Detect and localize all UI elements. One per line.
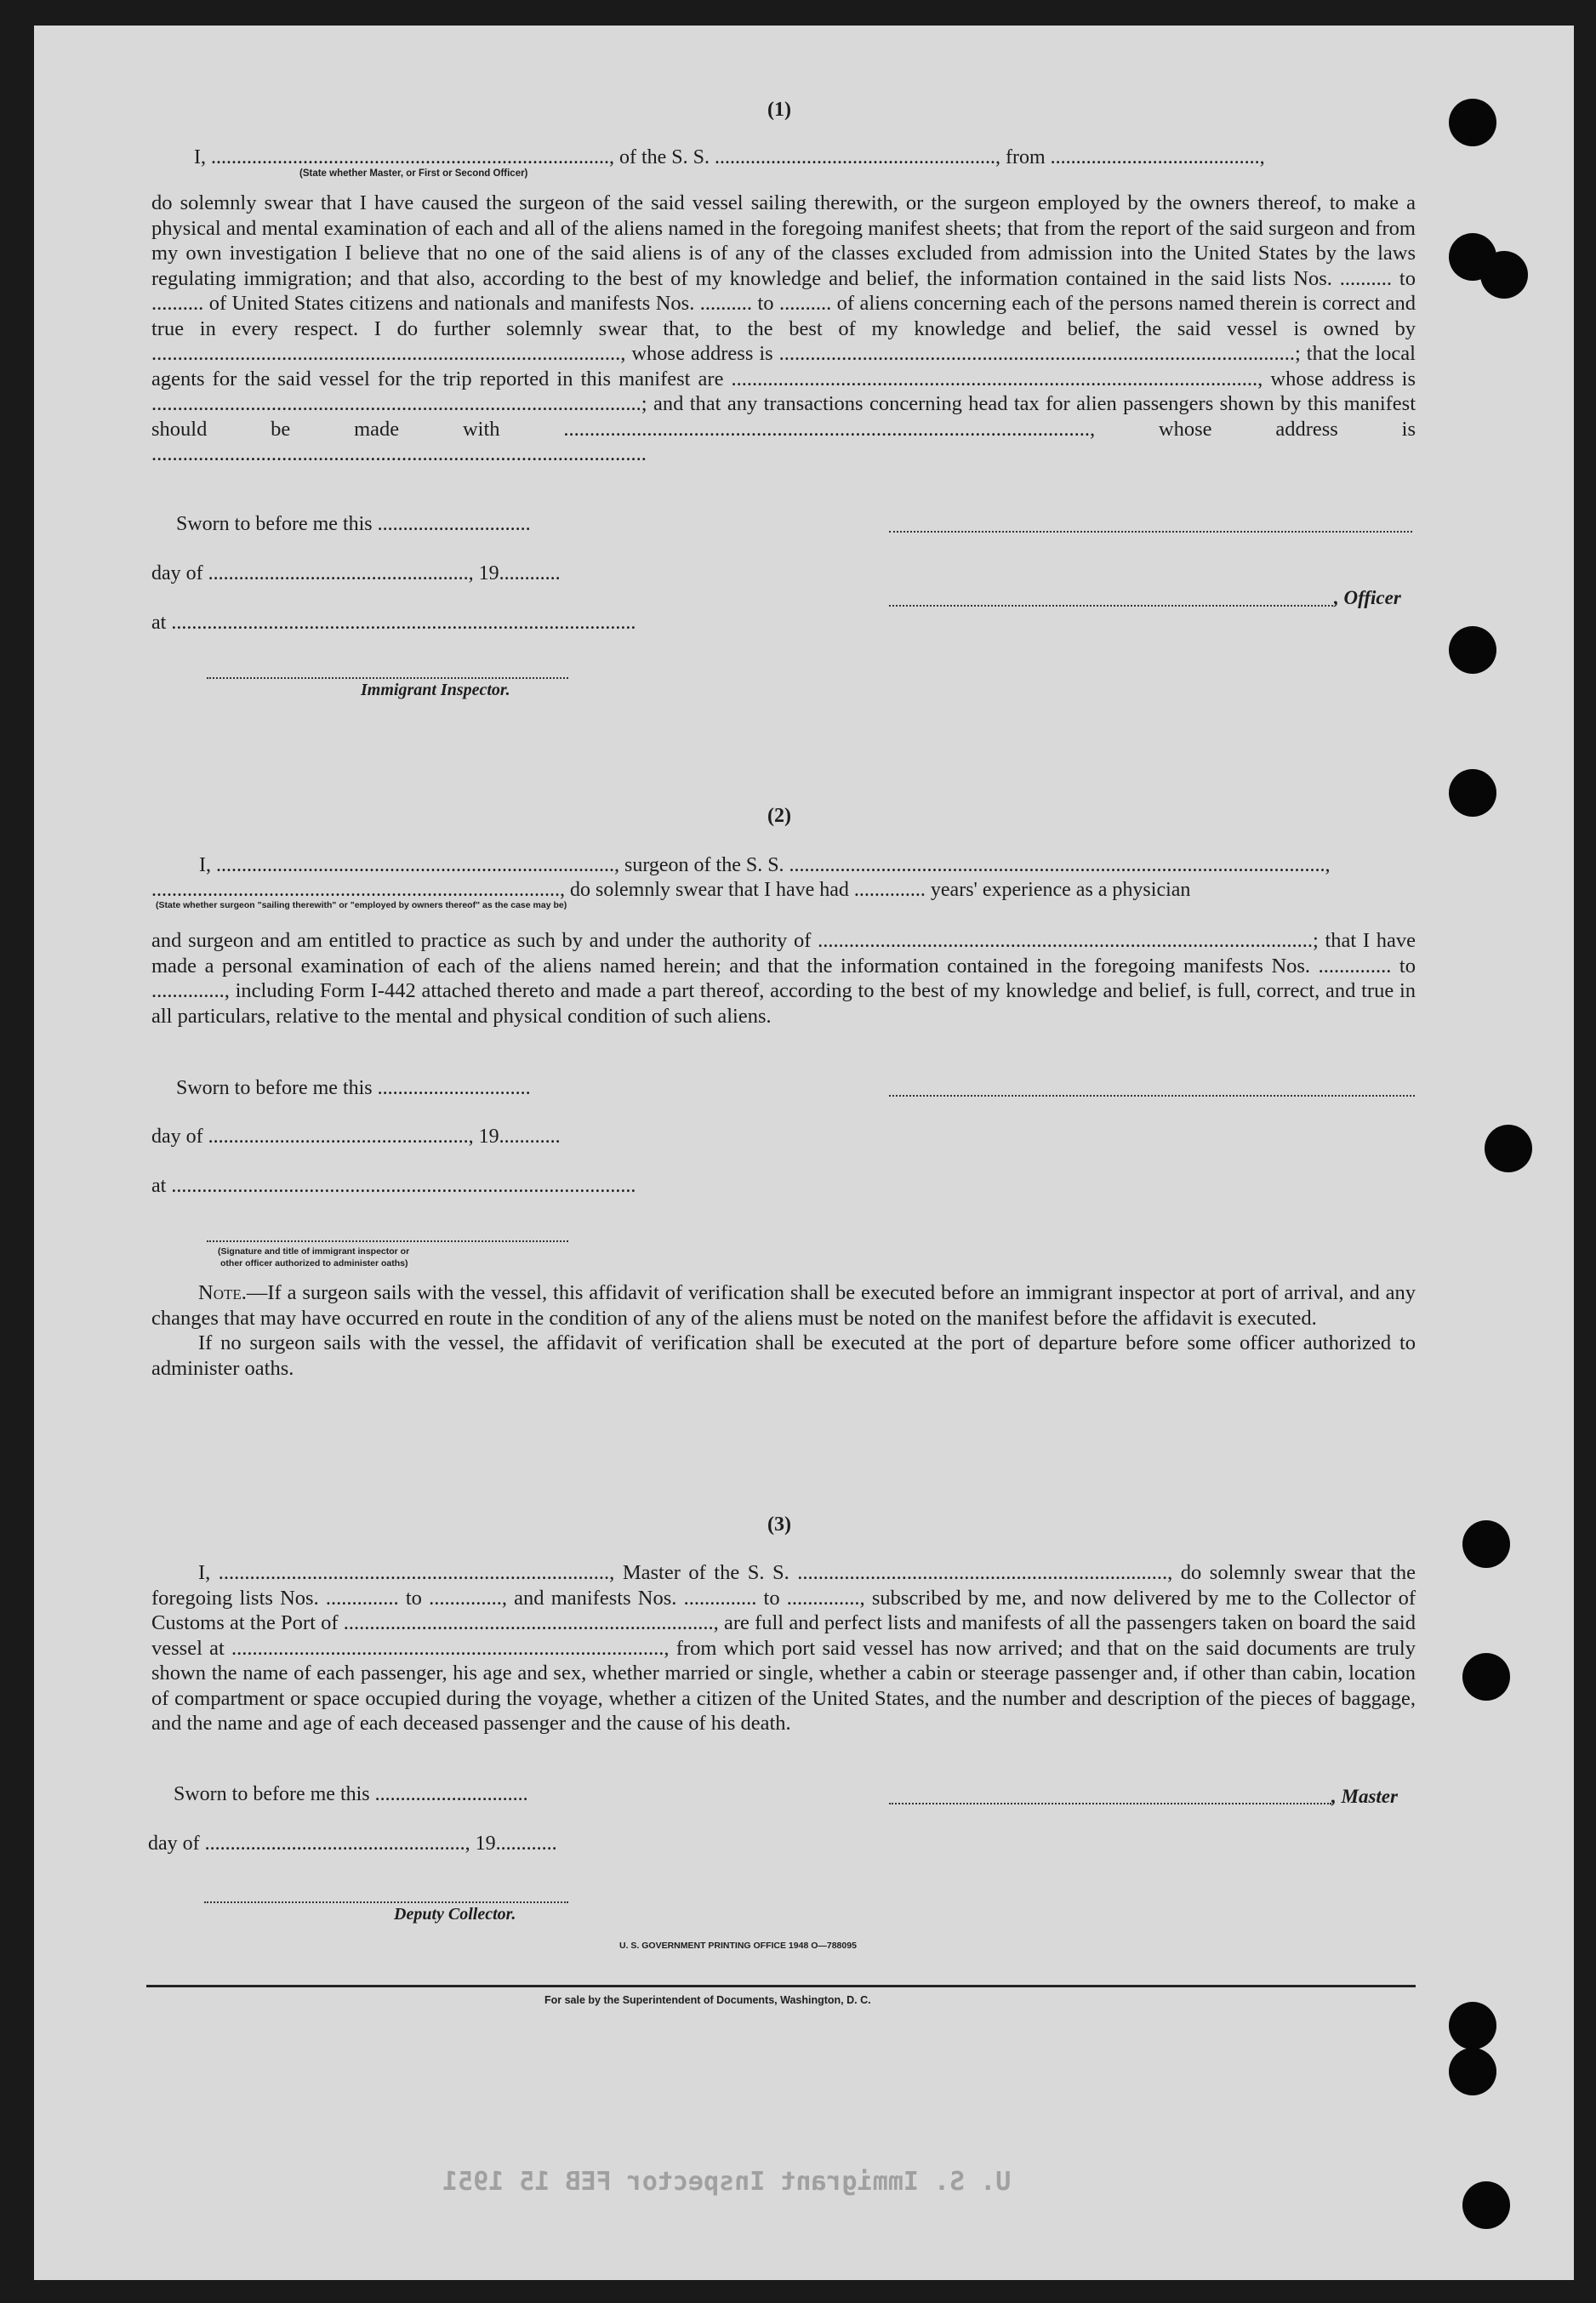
section-1-body: do solemnly swear that I have caused the surgeon of the said vessel sailing therewith, or the surgeon employed by the owners thereof, to make a physical and mental examination of each and all of the aliens named in the foregoing manifest sheets; that from the report of the said surgeon and from my own investigation I believe that no one of the said aliens is of any of the classes excluded from admission into the United States by the laws regulating immigration; and that also, according to the best of my knowledge and belief, the information contained in the said lists Nos. .......... to .......... of United States citizens and nationals and manifests Nos. .......... to .......... of aliens concerning each of the persons named therein is correct and true in every respect. I do further solemnly swear that, to the best of my knowledge and belief, the said vessel is owned by .........................................................................................., whose address is ...................................................................................................; that the local agents for the said vessel for the trip reported in this manifest are ....................................................................................................., whose address is ..............................................................................................; and that any transactions concerning head tax for alien passengers shown by this manifest should be made with ....................................................................................................., whose address is ............................................................................................... <box>151 191 1416 465</box>
inspector-stamp-bleedthrough: U. S. Immigrant Inspector FEB 15 1951 <box>442 2167 1012 2197</box>
section-2-at: at ........................................................................................... <box>151 1175 636 1197</box>
master-caption: , Master <box>1331 1786 1398 1807</box>
section-3-body: I, ..........................................................................., Master of the S. S. ......................................................................., do solemnly swear that the foregoing lists Nos. .............. to .............., and manifests Nos. .............. to .............., subscribed by me, and now delivered by me to the Collector of Customs at the Port of ......................................................................., are full and perfect lists and manifests of all the passengers taken on board the said vessel at ..................................................................................., from which port said vessel has now arrived; and that on the said documents are truly shown the name of each passenger, his age and sex, whether married or single, whether a cabin or steerage passenger and, if other than cabin, location of compartment or space occupied during the voyage, whether a citizen of the United States, and the number and description of the pieces of baggage, and the name and age of each deceased passenger and the cause of his death. <box>151 1561 1416 1735</box>
section-1-number: (1) <box>767 99 791 121</box>
inspector-signature-line <box>207 677 568 679</box>
section-2-line-2-caption: (State whether surgeon "sailing therewith" or "employed by owners thereof" as the case may be) <box>156 900 567 910</box>
punch-hole <box>1449 626 1496 674</box>
section-2-line-1: I, .............................................................................., surgeon of the S. S. ........................................................................................................., <box>199 854 1331 876</box>
officer-signature-line <box>889 605 1333 607</box>
section-1-oath-line: I, .............................................................................., of the S. S. ......................................................., from ........................................., <box>194 146 1265 168</box>
punch-hole <box>1462 1653 1510 1701</box>
deputy-signature-line <box>204 1901 568 1903</box>
gpo-imprint: U. S. GOVERNMENT PRINTING OFFICE 1948 O—788095 <box>619 1941 857 1951</box>
surgeon-signature-line <box>889 1095 1415 1097</box>
inspector-caption: Immigrant Inspector. <box>361 681 510 699</box>
punch-hole <box>1480 251 1528 299</box>
note-text-1: —If a surgeon sails with the vessel, this affidavit of verification shall be executed before an immigrant inspector at port of arrival, and any changes that may have occurred en route in the condition of any of the aliens must be noted on the manifest before the affidavit is executed. <box>151 1281 1416 1330</box>
punch-hole <box>1449 99 1496 146</box>
section-1-sworn: Sworn to before me this .............................. <box>176 513 531 535</box>
master-signature-line <box>889 1803 1331 1804</box>
punch-hole <box>1449 2002 1496 2049</box>
section-2-line-2: ................................................................................, do solemnly swear that I have had .............. years' experience as a physician <box>151 879 1191 901</box>
section-3-sworn: Sworn to before me this .............................. <box>174 1783 528 1805</box>
punch-hole <box>1462 1520 1510 1568</box>
punch-hole <box>1449 769 1496 817</box>
section-3-day: day of ..................................................., 19............ <box>148 1833 557 1855</box>
section-2-signature-caption-1: (Signature and title of immigrant inspector or <box>218 1246 410 1257</box>
footer-rule <box>146 1985 1416 1987</box>
section-2-body: and surgeon and am entitled to practice as such by and under the authority of ...............................................................................................; that I have made a personal examination of each of the aliens named herein; and that the information contained in the foregoing manifests Nos. .............. to .............., including Form I-442 attached thereto and made a part thereof, according to the best of my knowledge and belief, is full, correct, and true in all particulars, relative to the mental and physical condition of such aliens. <box>151 929 1416 1028</box>
section-1-at: at ........................................................................................... <box>151 612 636 634</box>
note-label: Note. <box>198 1281 247 1304</box>
section-2-signature-caption-2: other officer authorized to administer oaths) <box>220 1258 408 1268</box>
punch-hole <box>1449 2048 1496 2095</box>
section-1-day: day of ..................................................., 19............ <box>151 562 561 584</box>
section-2-note <box>151 1280 1416 1381</box>
section-1-oath-caption: (State whether Master, or First or Second Officer) <box>299 168 528 179</box>
deputy-caption: Deputy Collector. <box>394 1905 516 1924</box>
note-text-2: If no surgeon sails with the vessel, the affidavit of verification shall be executed at the port of departure before some officer authorized to administer oaths. <box>151 1331 1416 1380</box>
section-3-number: (3) <box>767 1513 791 1536</box>
section-2-sworn: Sworn to before me this .............................. <box>176 1077 531 1099</box>
officer-name-line <box>889 531 1412 533</box>
section-2-signature-line <box>207 1240 568 1242</box>
section-2-number: (2) <box>767 805 791 827</box>
sale-notice: For sale by the Superintendent of Documents, Washington, D. C. <box>544 1994 871 2006</box>
punch-hole <box>1485 1125 1532 1172</box>
officer-caption: , Officer <box>1334 587 1401 608</box>
punch-hole <box>1462 2181 1510 2229</box>
section-2-day: day of ..................................................., 19............ <box>151 1126 561 1148</box>
